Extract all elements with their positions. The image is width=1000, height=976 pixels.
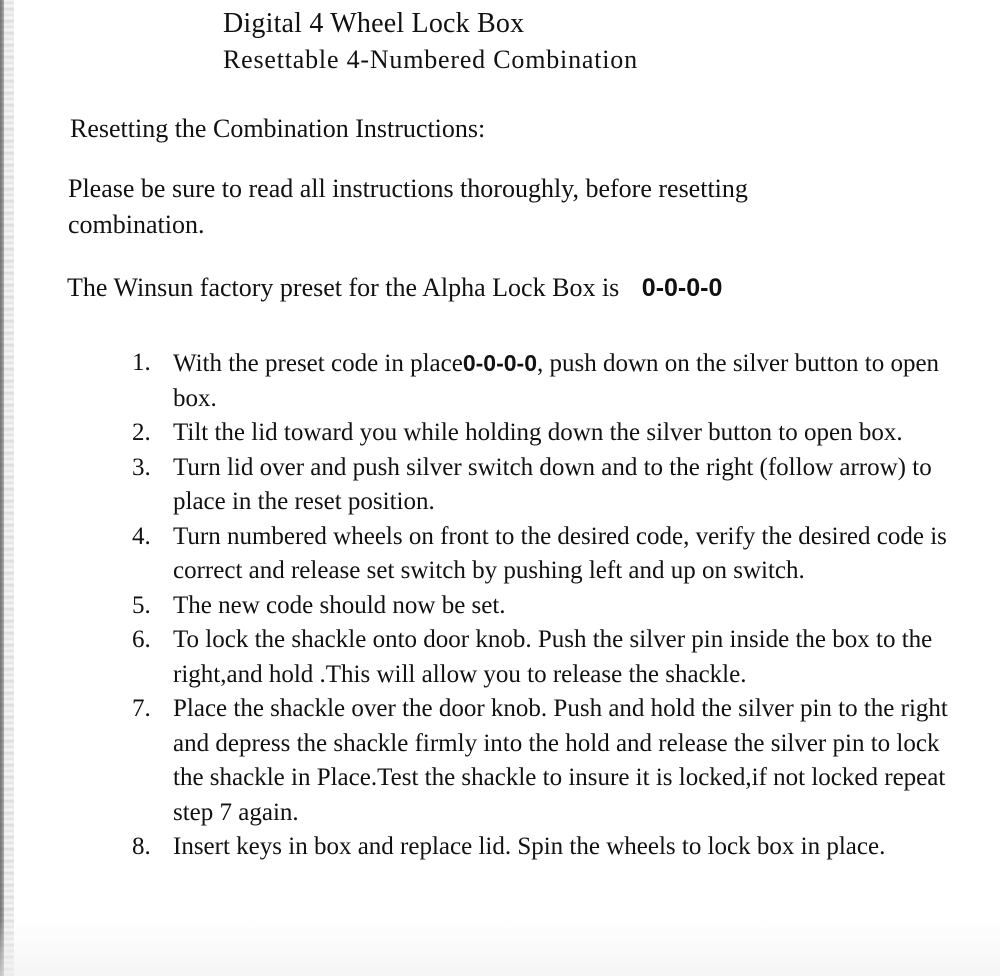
step-number: 7. bbox=[132, 695, 151, 722]
step-number: 1. bbox=[132, 349, 151, 376]
instruction-steps bbox=[128, 346, 958, 865]
step-text: Place the shackle over the door knob. Push and hold the silver pin to the right and depress the shackle firmly into the hold and release the silver pin to lock the shackle in Place.Test the shackle to insure it is locked,if not locked repeat step 7 again. bbox=[173, 695, 948, 826]
step-text: Tilt the lid toward you while holding down the silver button to open box. bbox=[173, 419, 903, 446]
step-text: To lock the shackle onto door knob. Push the silver pin inside the box to the right,and hold .This will allow you to release the shackle. bbox=[173, 626, 933, 688]
step-text: , push down on the silver button to open box. bbox=[173, 350, 940, 412]
scan-bottom-fade bbox=[0, 916, 1000, 976]
step-number: 3. bbox=[132, 453, 151, 481]
step-text: Turn numbered wheels on front to the desired code, verify the desired code is correct and release set switch by pushing left and up on switch. bbox=[173, 522, 947, 584]
step-number: 2. bbox=[132, 419, 151, 446]
step-text: Insert keys in box and replace lid. Spin the wheels to lock box in place. bbox=[173, 833, 886, 860]
step-2 bbox=[128, 416, 958, 451]
step-text: Turn lid over and push silver switch down and to the right (follow arrow) to place in the reset position. bbox=[173, 453, 932, 515]
step-6 bbox=[128, 623, 958, 692]
step-1 bbox=[128, 346, 958, 416]
step-4 bbox=[128, 520, 958, 589]
scan-shadow bbox=[0, 0, 4, 976]
step-7 bbox=[128, 692, 958, 830]
step-3 bbox=[128, 451, 958, 520]
document-subtitle: Resettable 4-Numbered Combination bbox=[223, 45, 638, 74]
step-number: 4. bbox=[132, 522, 151, 550]
step-code: 0-0-0-0 bbox=[462, 350, 537, 376]
step-number: 8. bbox=[132, 833, 151, 860]
document-title: Digital 4 Wheel Lock Box bbox=[223, 8, 525, 39]
factory-preset-code: 0-0-0-0 bbox=[641, 274, 723, 302]
step-8 bbox=[128, 830, 958, 865]
section-heading: Resetting the Combination Instructions: bbox=[70, 114, 486, 143]
factory-preset-line bbox=[67, 272, 722, 304]
step-5 bbox=[128, 589, 958, 624]
step-text: The new code should now be set. bbox=[173, 591, 506, 619]
intro-paragraph: Please be sure to read all instructions thoroughly, before resetting combination. bbox=[68, 174, 748, 239]
factory-preset-text: The Winsun factory preset for the Alpha Lock Box is bbox=[67, 273, 620, 302]
step-text: With the preset code in place bbox=[173, 350, 463, 377]
step-number: 6. bbox=[132, 626, 151, 653]
step-number: 5. bbox=[132, 591, 151, 619]
